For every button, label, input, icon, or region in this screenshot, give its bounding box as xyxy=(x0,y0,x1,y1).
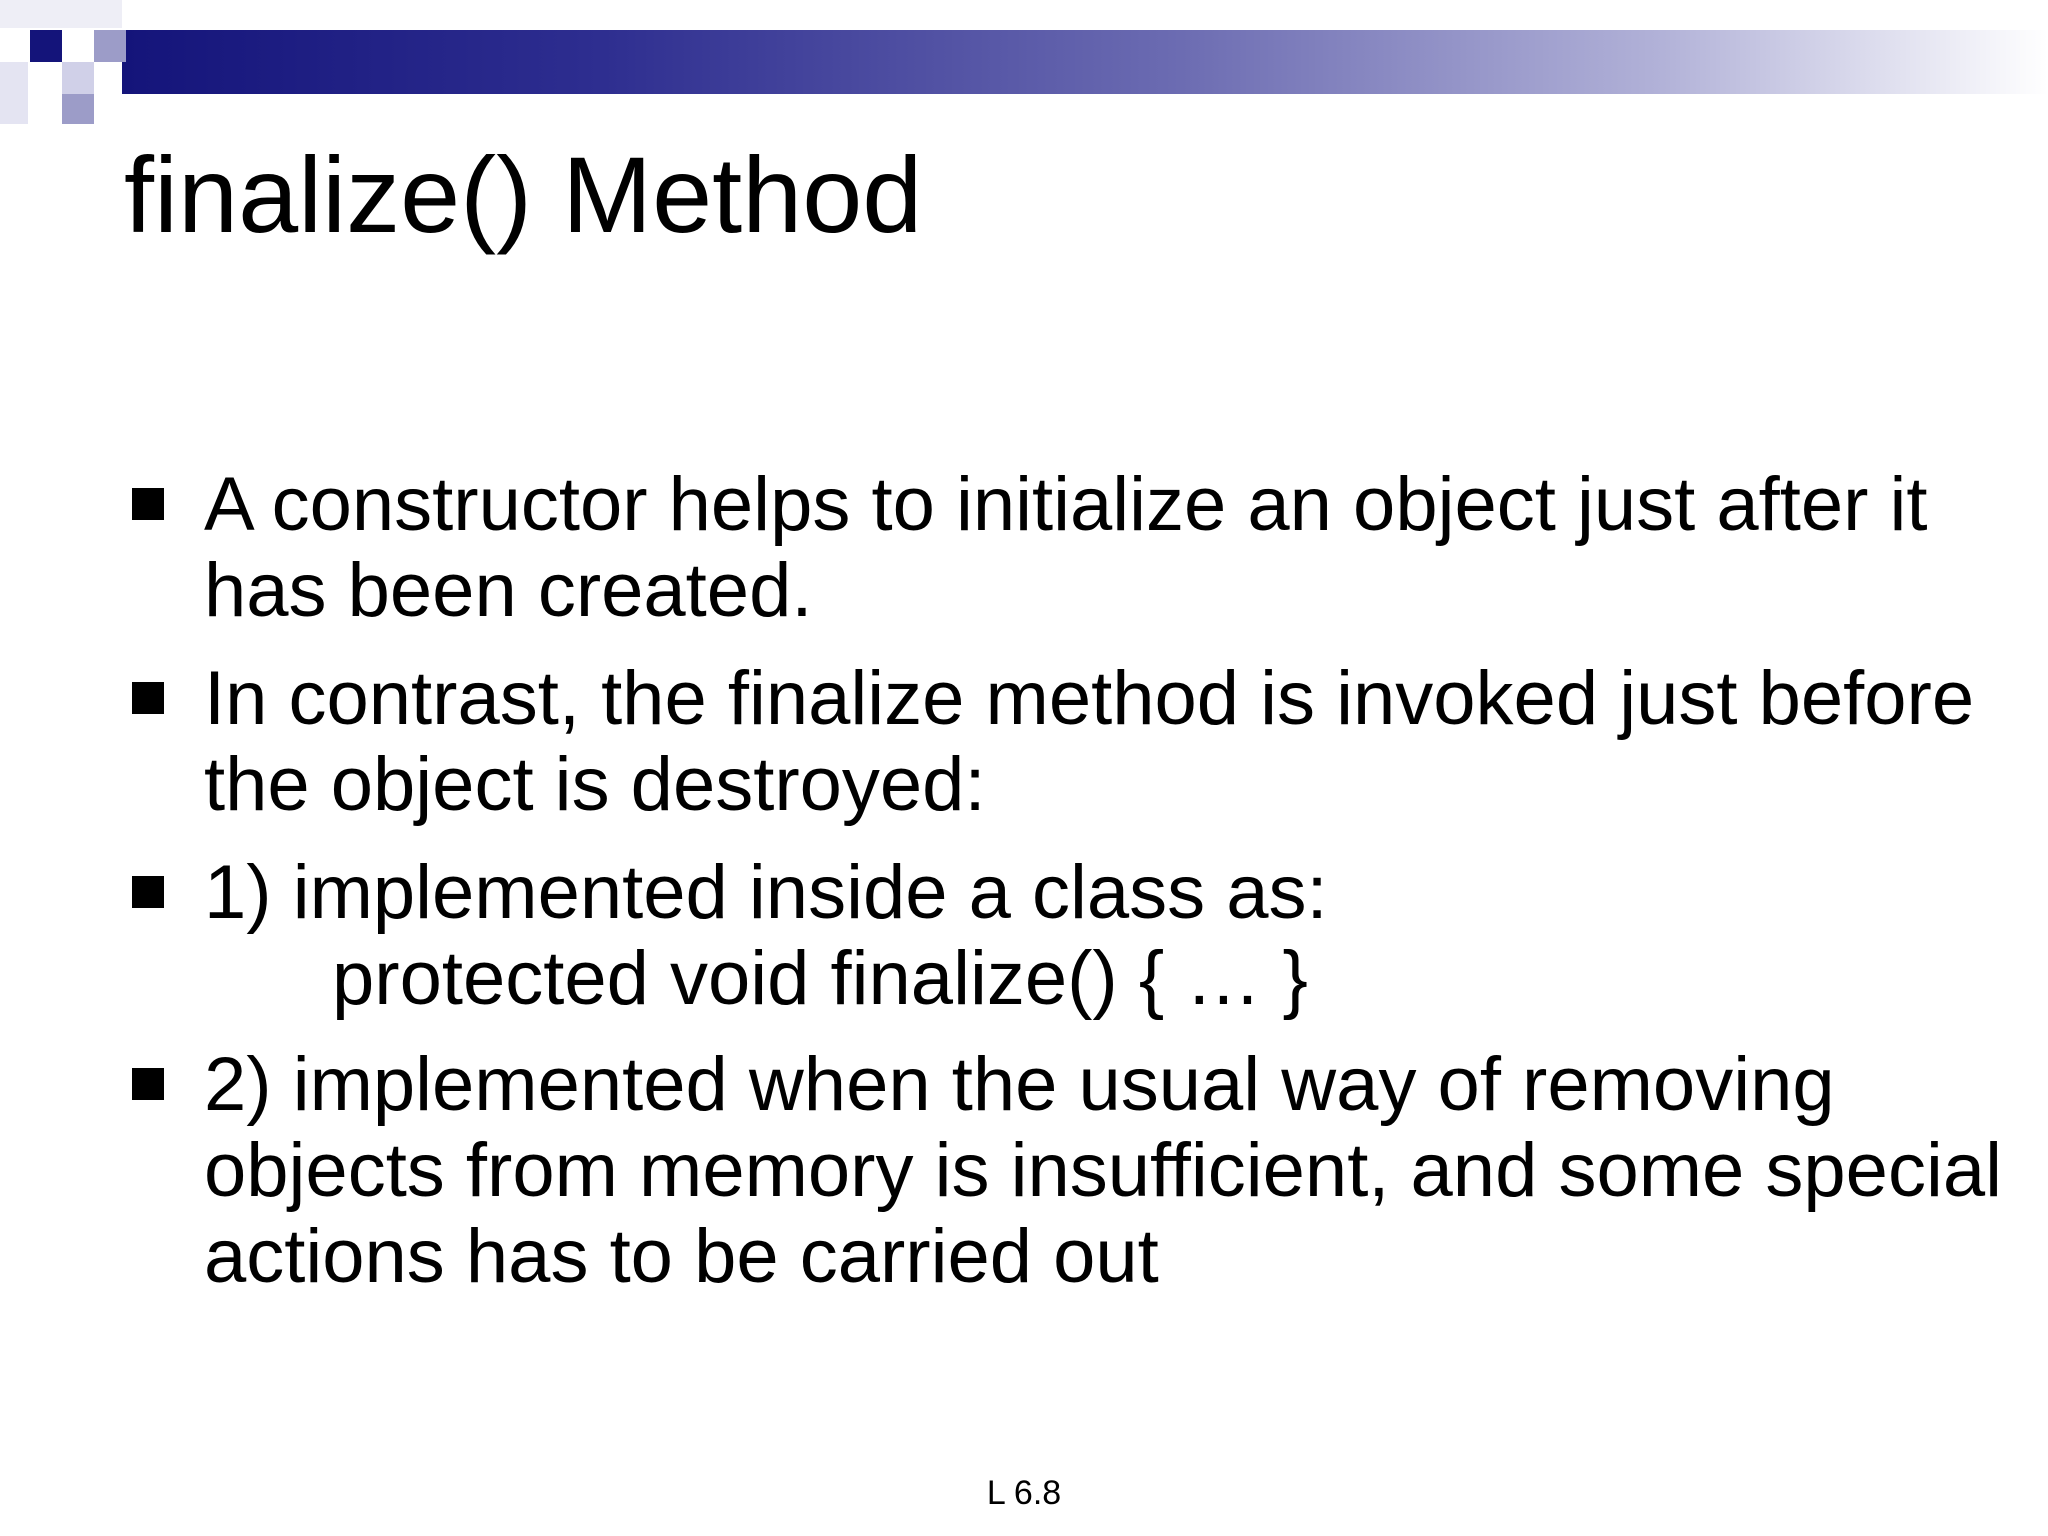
bullet-item xyxy=(128,656,2008,828)
bullet-text: 2) implemented when the usual way of removing objects from memory is insufficient, and some special actions has to be carried out xyxy=(204,1042,2002,1299)
slide-title: finalize() Method xyxy=(124,134,923,255)
code-example: protected void finalize() { … } xyxy=(332,936,1308,1021)
bullet-text: A constructor helps to initialize an object just after it has been created. xyxy=(204,462,1928,633)
bullet-item xyxy=(128,850,2008,936)
bullet-text: 1) implemented inside a class as: xyxy=(204,850,1328,935)
slide-number: L 6.8 xyxy=(986,1474,1062,1512)
bullet-text: In contrast, the finalize method is invoked just before the object is destroyed: xyxy=(204,656,1975,827)
square-bullet-icon xyxy=(132,488,164,520)
bullet-list xyxy=(128,462,2008,1322)
bullet-item xyxy=(128,462,2008,634)
square-bullet-icon xyxy=(132,876,164,908)
bullet-item xyxy=(128,1042,2008,1300)
header-gradient-bar xyxy=(122,30,2048,94)
square-bullet-icon xyxy=(132,1068,164,1100)
square-bullet-icon xyxy=(132,682,164,714)
